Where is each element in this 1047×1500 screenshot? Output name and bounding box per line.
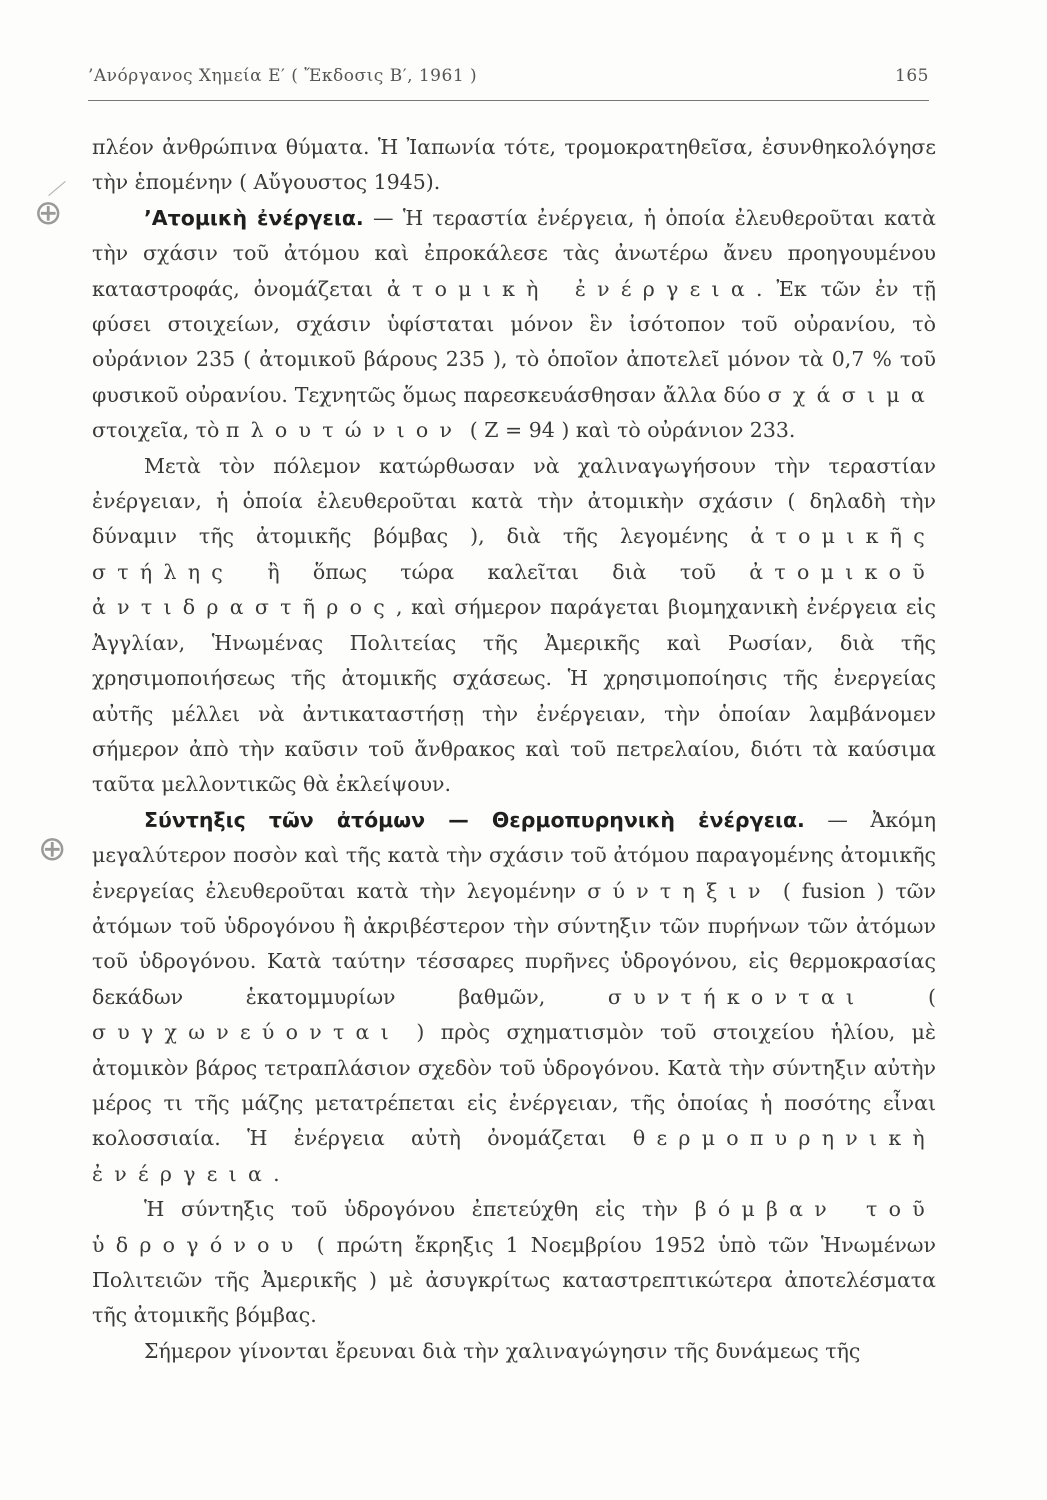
running-head-title: ’Ανόργανος Χημεία Ε′ ( Ἔκδοσις Β′, 1961 ): [88, 66, 478, 86]
paragraph: [92, 1334, 936, 1369]
text-run: .: [273, 1161, 280, 1186]
spaced-term: βόμβαν τοῦ ὑδρογόνου: [92, 1197, 936, 1257]
text-run: ) πρὸς σχηματισμὸν τοῦ στοιχείου ἡλίου, μὲ ἀτομικὸν βάρος τετραπλάσιον σχεδὸν τοῦ ὑδρογόνου. Κατὰ τὴν σύντηξιν αὐτὴν μέρος τι τῆς μάζης μετατρέπεται εἰς ἐνέργειαν, τῆς ὁποίας ἡ ποσότης εἶναι κολοσσιαία. Ἡ ἐνέργεια αὐτὴ ὀνομάζεται: [92, 1020, 936, 1151]
text-run: πλέον ἀνθρώπινα θύματα. Ἡ Ἰαπωνία τότε, τρομοκρατηθεῖσα, ἐσυνθηκολόγησε τὴν ἑπομένην ( Αὔγουστος 1945).: [92, 135, 936, 195]
text-run: , καὶ σήμερον παράγεται βιομηχανικὴ ἐνέργεια εἰς Ἀγγλίαν, Ἡνωμένας Πολιτείας τῆς Ἀμερικῆς καὶ Ρωσίαν, διὰ τῆς χρησιμοποιήσεως τῆς ἀτομικῆς σχάσεως. Ἡ χρησιμοποίησις τῆς ἐνεργείας αὐτῆς μέλλει νὰ ἀντικαταστήσῃ τὴν ἐνέργειαν, τὴν ὁποίαν λαμβάνομεν σήμερον ἀπὸ τὴν καῦσιν τοῦ ἄνθρακος καὶ τοῦ πετρελαίου, διότι τὰ καύσιμα ταῦτα μελλοντικῶς θὰ ἐκλείψουν.: [92, 595, 936, 797]
header-rule: [88, 100, 929, 101]
margin-annotation-mark: ⊕: [38, 829, 67, 869]
spaced-term: σχάσιμα: [767, 382, 936, 407]
spaced-term: ἀτομικὴ ἐνέργεια: [386, 276, 756, 301]
running-head: [88, 66, 929, 94]
paragraph: [92, 449, 936, 803]
margin-annotation-mark: ⊕: [34, 193, 63, 233]
text-run: ἢ ὅπως τώρα καλεῖται διὰ τοῦ: [234, 559, 750, 584]
spaced-term: θερμοπυρηνικὴ ἐνέργεια: [92, 1126, 936, 1186]
text-run: . Ἐκ τῶν ἐν τῇ φύσει στοιχείων, σχάσιν ὑφίσταται μόνον ἓν ἰσότοπον τοῦ οὐρανίου, τὸ οὐράνιον 235 ( ἀτομικοῦ βάρους 235 ), τὸ ὁποῖον ἀποτελεῖ μόνον τὰ 0,7 % τοῦ φυσικοῦ οὐρανίου. Τεχνητῶς ὅμως παρεσκευάσθησαν ἄλλα δύο: [92, 276, 936, 407]
text-run: — Ἡ τεραστία ἐνέργεια, ἡ ὁποία ἐλευθεροῦται κατὰ τὴν σχάσιν τοῦ ἀτόμου καὶ ἐπροκάλεσε τὰς ἀνωτέρω ἄνευ προηγουμένου καταστροφάς, ὀνομάζεται: [92, 205, 936, 301]
page-number: 165: [895, 66, 929, 86]
spaced-term: ἀτομικοῦ ἀντιδραστῆρος: [92, 559, 936, 620]
spaced-term: πλουτώνιον: [225, 418, 464, 443]
section-heading: ’Ατομικὴ ἐνέργεια.: [144, 205, 364, 230]
section-heading: Σύντηξις τῶν ἀτόμων — Θερμοπυρηνικὴ ἐνέργεια.: [144, 807, 805, 832]
paragraph: [92, 130, 936, 201]
text-run: (: [865, 984, 936, 1009]
spaced-term: σύντηξιν: [587, 878, 772, 903]
text-run: ( Z = 94 ) καὶ τὸ οὐράνιον 233.: [463, 418, 796, 443]
paragraph: [92, 803, 936, 1192]
spaced-term: συγχωνεύονται: [92, 1020, 400, 1045]
spaced-term: συντήκονται: [607, 984, 866, 1009]
spaced-term: ἀτομικῆς στήλης: [92, 524, 936, 584]
text-run: Σήμερον γίνονται ἔρευναι διὰ τὴν χαλιναγώγησιν τῆς δυνάμεως τῆς: [144, 1338, 861, 1363]
text-run: ( fusion ) τῶν ἀτόμων τοῦ ὑδρογόνου ἢ ἀκριβέστερον τὴν σύντηξιν τῶν πυρήνων τῶν ἀτόμων τοῦ ὑδρογόνου. Κατὰ ταύτην τέσσαρες πυρῆνες ὑδρογόνου, εἰς θερμοκρασίας δεκάδων ἑκατομμυρίων βαθμῶν,: [92, 878, 936, 1009]
body-text: [92, 130, 936, 1369]
paragraph: [92, 201, 936, 449]
text-run: Ἡ σύντηξις τοῦ ὑδρογόνου ἐπετεύχθη εἰς τὴν: [144, 1197, 695, 1222]
text-run: Μετὰ τὸν πόλεμον κατώρθωσαν νὰ χαλιναγωγήσουν τὴν τεραστίαν ἐνέργειαν, ἡ ὁποία ἐλευθεροῦται κατὰ τὴν ἀτομικὴν σχάσιν ( δηλαδὴ τὴν δύναμιν τῆς ἀτομικῆς βόμβας ), διὰ τῆς λεγομένης: [92, 453, 936, 549]
text-run: — Ἀκόμη μεγαλύτερον ποσὸν καὶ τῆς κατὰ τὴν σχάσιν τοῦ ἀτόμου παραγομένης ἀτομικῆς ἐνεργείας ἐλευθεροῦται κατὰ τὴν λεγομένην: [92, 807, 936, 903]
text-run: στοιχεῖα, τὸ: [92, 418, 226, 443]
paragraph: [92, 1192, 936, 1334]
text-run: ( πρώτη ἔκρηξις 1 Νοεμβρίου 1952 ὑπὸ τῶν Ἡνωμένων Πολιτειῶν τῆς Ἀμερικῆς ) μὲ ἀσυγκρίτως καταστρεπτικώτερα ἀποτελέσματα τῆς ἀτομικῆς βόμβας.: [92, 1232, 936, 1328]
